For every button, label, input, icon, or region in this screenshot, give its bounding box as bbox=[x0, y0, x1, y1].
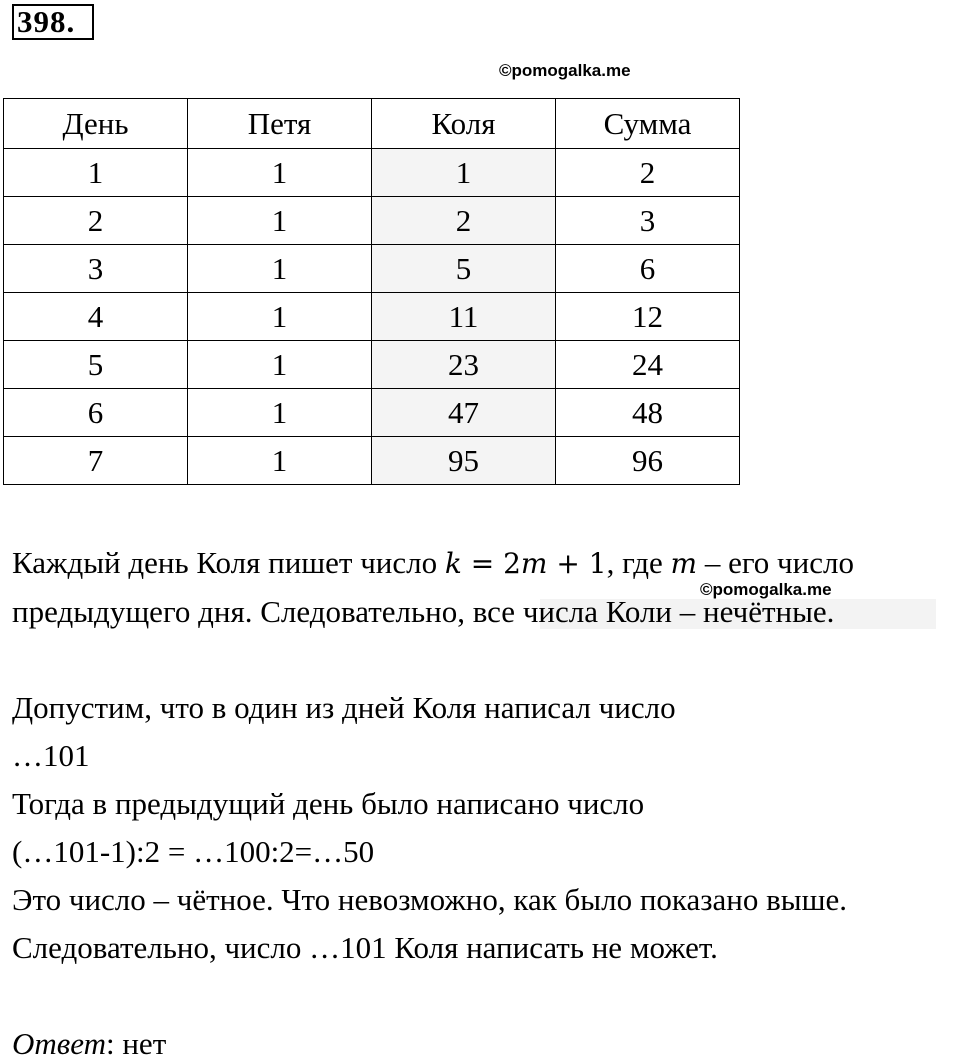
problem-number: 398. bbox=[12, 4, 94, 40]
text-line-8: Следовательно, число …101 Коля написать не может. bbox=[12, 930, 718, 965]
table-cell: 6 bbox=[4, 389, 188, 437]
table-row bbox=[4, 245, 740, 293]
table-cell: 23 bbox=[372, 341, 556, 389]
table-cell: 2 bbox=[4, 197, 188, 245]
table-cell: 6 bbox=[556, 245, 740, 293]
table-cell: 47 bbox=[372, 389, 556, 437]
text-line-5: Тогда в предыдущий день было написано число bbox=[12, 786, 645, 821]
text-line-1-end: – его число bbox=[697, 545, 854, 580]
table-cell: 24 bbox=[556, 341, 740, 389]
table-cell: 4 bbox=[4, 293, 188, 341]
math-plus-one: + 1 bbox=[547, 547, 607, 580]
table-cell: 1 bbox=[188, 293, 372, 341]
table-row bbox=[4, 197, 740, 245]
table-header-row bbox=[4, 99, 740, 149]
header-petya: Петя bbox=[188, 99, 372, 149]
table-cell: 95 bbox=[372, 437, 556, 485]
table-cell: 3 bbox=[4, 245, 188, 293]
answer-value: нет bbox=[122, 1026, 167, 1061]
table-row bbox=[4, 341, 740, 389]
table-cell: 1 bbox=[188, 245, 372, 293]
text-line-1-start: Каждый день Коля пишет число bbox=[12, 545, 445, 580]
table-cell: 5 bbox=[4, 341, 188, 389]
text-line-3: Допустим, что в один из дней Коля написал число bbox=[12, 690, 676, 725]
table-cell: 1 bbox=[188, 389, 372, 437]
table-cell: 1 bbox=[4, 149, 188, 197]
table-cell: 12 bbox=[556, 293, 740, 341]
values-table bbox=[3, 98, 740, 485]
table-cell: 48 bbox=[556, 389, 740, 437]
header-kolya: Коля bbox=[372, 99, 556, 149]
table-cell: 2 bbox=[556, 149, 740, 197]
table-row bbox=[4, 389, 740, 437]
table-cell: 1 bbox=[372, 149, 556, 197]
table-cell: 5 bbox=[372, 245, 556, 293]
watermark-top: ©pomogalka.me bbox=[499, 61, 631, 80]
table-cell: 1 bbox=[188, 437, 372, 485]
text-line-1 bbox=[12, 545, 854, 582]
table-cell: 2 bbox=[372, 197, 556, 245]
table-row bbox=[4, 437, 740, 485]
answer-label: Ответ bbox=[12, 1026, 106, 1061]
text-line-2: предыдущего дня. Следовательно, все числа Коли – нечётные. bbox=[12, 594, 835, 629]
math-k: k bbox=[444, 547, 462, 580]
table-cell: 1 bbox=[188, 197, 372, 245]
math-m-2: m bbox=[670, 547, 698, 580]
text-line-4: …101 bbox=[12, 738, 90, 773]
text-line-6: (…101-1):2 = …100:2=…50 bbox=[12, 834, 375, 869]
math-m: m bbox=[520, 547, 548, 580]
table-row bbox=[4, 149, 740, 197]
table-cell: 96 bbox=[556, 437, 740, 485]
table-cell: 7 bbox=[4, 437, 188, 485]
watermark-middle: ©pomogalka.me bbox=[700, 580, 832, 599]
table-cell: 1 bbox=[188, 149, 372, 197]
header-day: День bbox=[4, 99, 188, 149]
header-sum: Сумма bbox=[556, 99, 740, 149]
text-line-7: Это число – чётное. Что невозможно, как было показано выше. bbox=[12, 882, 847, 917]
answer-colon: : bbox=[105, 1026, 123, 1061]
table-cell: 11 bbox=[372, 293, 556, 341]
table-row bbox=[4, 293, 740, 341]
math-eq: = 2 bbox=[461, 547, 521, 580]
table-cell: 1 bbox=[188, 341, 372, 389]
table-cell: 3 bbox=[556, 197, 740, 245]
text-line-1-where: , где bbox=[606, 545, 671, 580]
